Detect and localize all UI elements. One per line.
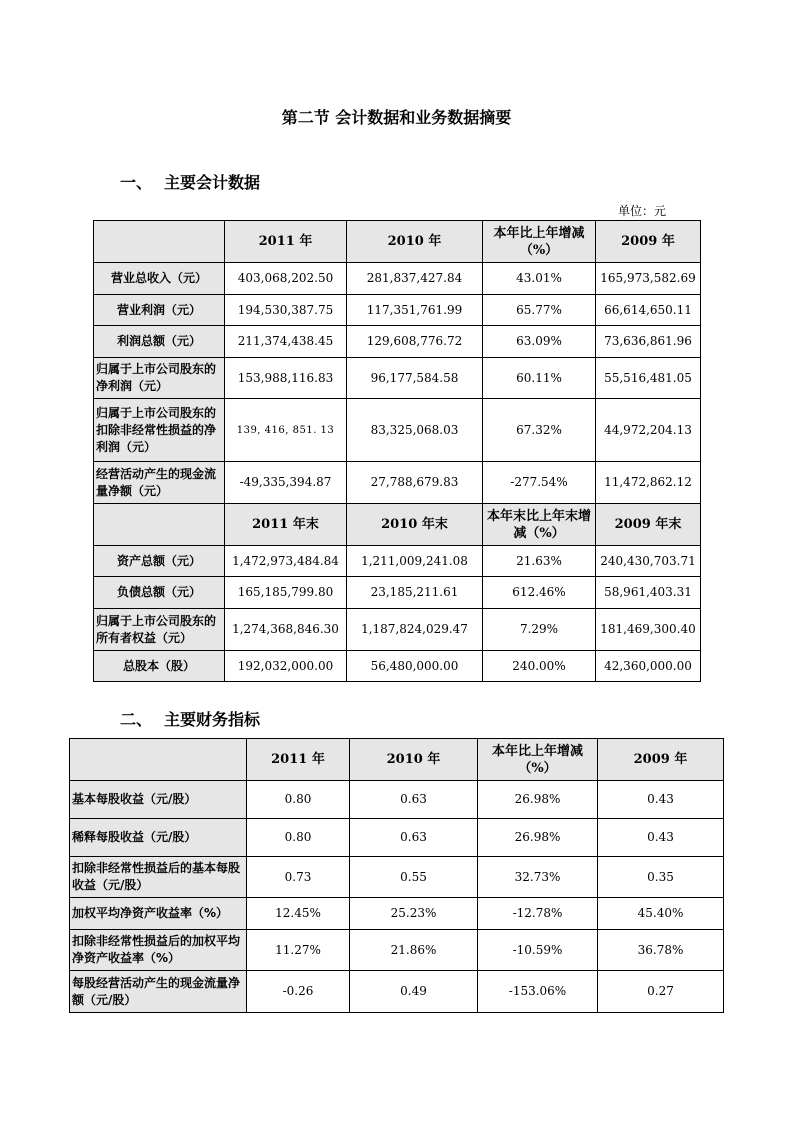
table-row (70, 819, 724, 857)
table-cell: 21.86% (350, 930, 478, 971)
table-cell: 36.78% (598, 930, 724, 971)
section-number: 二、 (120, 710, 153, 729)
table-cell: 240,430,703.71 (596, 546, 701, 577)
table-cell: 26.98% (478, 781, 598, 819)
table-row (70, 930, 724, 971)
table-cell: 194,530,387.75 (225, 295, 347, 326)
row-label: 负债总额（元） (94, 577, 225, 609)
table-cell: 281,837,427.84 (347, 263, 483, 295)
header-empty-cell (70, 739, 247, 781)
table-cell: 1,472,973,484.84 (225, 546, 347, 577)
table-row (94, 326, 701, 358)
table-cell: 240.00% (483, 651, 596, 682)
row-label: 经营活动产生的现金流量净额（元） (94, 462, 225, 504)
header-cell: 2011 年 (225, 221, 347, 263)
table-cell: 44,972,204.13 (596, 399, 701, 462)
table-row (94, 263, 701, 295)
table-cell: 0.35 (598, 857, 724, 898)
table-cell: 45.40% (598, 898, 724, 930)
row-label: 利润总额（元） (94, 326, 225, 358)
header-cell: 2011 年末 (225, 504, 347, 546)
table-cell: 21.63% (483, 546, 596, 577)
row-label: 归属于上市公司股东的所有者权益（元） (94, 609, 225, 651)
table-cell: -49,335,394.87 (225, 462, 347, 504)
table-cell: 11,472,862.12 (596, 462, 701, 504)
table-cell: 139, 416, 851. 13 (225, 399, 347, 462)
table-header-row (70, 739, 724, 781)
table-cell: 129,608,776.72 (347, 326, 483, 358)
table-cell: 27,788,679.83 (347, 462, 483, 504)
table-cell: -12.78% (478, 898, 598, 930)
table-cell: 60.11% (483, 358, 596, 399)
section-heading-2 (120, 707, 260, 730)
unit-label: 单位：元 (618, 204, 667, 218)
table-cell: 0.80 (247, 781, 350, 819)
header-cell: 2010 年末 (347, 504, 483, 546)
table-row (94, 462, 701, 504)
table-cell: 11.27% (247, 930, 350, 971)
row-label: 加权平均净资产收益率（%） (70, 898, 247, 930)
table-cell: 0.43 (598, 819, 724, 857)
financial-indicators-table (69, 738, 724, 1013)
table-cell: 83,325,068.03 (347, 399, 483, 462)
row-label: 每股经营活动产生的现金流量净额（元/股） (70, 971, 247, 1013)
section-heading-1 (120, 170, 260, 193)
header-cell: 2010 年 (347, 221, 483, 263)
table-cell: 73,636,861.96 (596, 326, 701, 358)
table-row (94, 651, 701, 682)
table-cell: -277.54% (483, 462, 596, 504)
table-cell: 42,360,000.00 (596, 651, 701, 682)
table-cell: -153.06% (478, 971, 598, 1013)
table-header-row (94, 504, 701, 546)
row-label: 营业总收入（元） (94, 263, 225, 295)
table-cell: -10.59% (478, 930, 598, 971)
table-header-row (94, 221, 701, 263)
row-label: 营业利润（元） (94, 295, 225, 326)
table-row (94, 295, 701, 326)
section-title: 主要会计数据 (164, 173, 261, 192)
table-cell: 65.77% (483, 295, 596, 326)
table-cell: 117,351,761.99 (347, 295, 483, 326)
table-cell: 1,187,824,029.47 (347, 609, 483, 651)
table-cell: 26.98% (478, 819, 598, 857)
section-title: 主要财务指标 (164, 710, 261, 729)
row-label: 稀释每股收益（元/股） (70, 819, 247, 857)
table-cell: 1,274,368,846.30 (225, 609, 347, 651)
table-cell: 58,961,403.31 (596, 577, 701, 609)
table-cell: 0.63 (350, 819, 478, 857)
table-cell: 12.45% (247, 898, 350, 930)
table-cell: 63.09% (483, 326, 596, 358)
header-cell: 2009 年末 (596, 504, 701, 546)
row-label: 基本每股收益（元/股） (70, 781, 247, 819)
table-cell: -0.26 (247, 971, 350, 1013)
table-cell: 165,973,582.69 (596, 263, 701, 295)
table-row (70, 781, 724, 819)
table-row (94, 358, 701, 399)
table-cell: 96,177,584.58 (347, 358, 483, 399)
table-row (94, 577, 701, 609)
row-label: 归属于上市公司股东的扣除非经常性损益的净利润（元） (94, 399, 225, 462)
table-cell: 192,032,000.00 (225, 651, 347, 682)
table-cell: 55,516,481.05 (596, 358, 701, 399)
table-row (70, 971, 724, 1013)
table-cell: 7.29% (483, 609, 596, 651)
table-cell: 0.55 (350, 857, 478, 898)
page-title: 第二节 会计数据和业务数据摘要 (281, 108, 512, 127)
accounting-data-table (93, 220, 701, 682)
table-row (70, 898, 724, 930)
table-cell: 25.23% (350, 898, 478, 930)
table-cell: 32.73% (478, 857, 598, 898)
table-cell: 0.43 (598, 781, 724, 819)
header-cell: 2009 年 (598, 739, 724, 781)
table-row (94, 546, 701, 577)
table-cell: 56,480,000.00 (347, 651, 483, 682)
table-row (94, 399, 701, 462)
header-cell: 2009 年 (596, 221, 701, 263)
table-cell: 0.27 (598, 971, 724, 1013)
section-number: 一、 (120, 173, 153, 192)
table-cell: 43.01% (483, 263, 596, 295)
row-label: 归属于上市公司股东的净利润（元） (94, 358, 225, 399)
table-cell: 0.80 (247, 819, 350, 857)
table-cell: 1,211,009,241.08 (347, 546, 483, 577)
table-cell: 153,988,116.83 (225, 358, 347, 399)
header-cell: 2011 年 (247, 739, 350, 781)
table-cell: 165,185,799.80 (225, 577, 347, 609)
header-empty-cell (94, 221, 225, 263)
table-cell: 0.49 (350, 971, 478, 1013)
table-row (70, 857, 724, 898)
table-row (94, 609, 701, 651)
row-label: 扣除非经常性损益后的基本每股收益（元/股） (70, 857, 247, 898)
header-cell: 2010 年 (350, 739, 478, 781)
row-label: 总股本（股） (94, 651, 225, 682)
header-empty-cell (94, 504, 225, 546)
table-cell: 0.63 (350, 781, 478, 819)
table-cell: 0.73 (247, 857, 350, 898)
header-cell: 本年比上年增减（%） (483, 221, 596, 263)
table-cell: 66,614,650.11 (596, 295, 701, 326)
table-cell: 211,374,438.45 (225, 326, 347, 358)
row-label: 扣除非经常性损益后的加权平均净资产收益率（%） (70, 930, 247, 971)
header-cell: 本年末比上年末增减（%） (483, 504, 596, 546)
table-cell: 67.32% (483, 399, 596, 462)
table-cell: 181,469,300.40 (596, 609, 701, 651)
table-cell: 403,068,202.50 (225, 263, 347, 295)
row-label: 资产总额（元） (94, 546, 225, 577)
table-cell: 612.46% (483, 577, 596, 609)
table-cell: 23,185,211.61 (347, 577, 483, 609)
header-cell: 本年比上年增减（%） (478, 739, 598, 781)
